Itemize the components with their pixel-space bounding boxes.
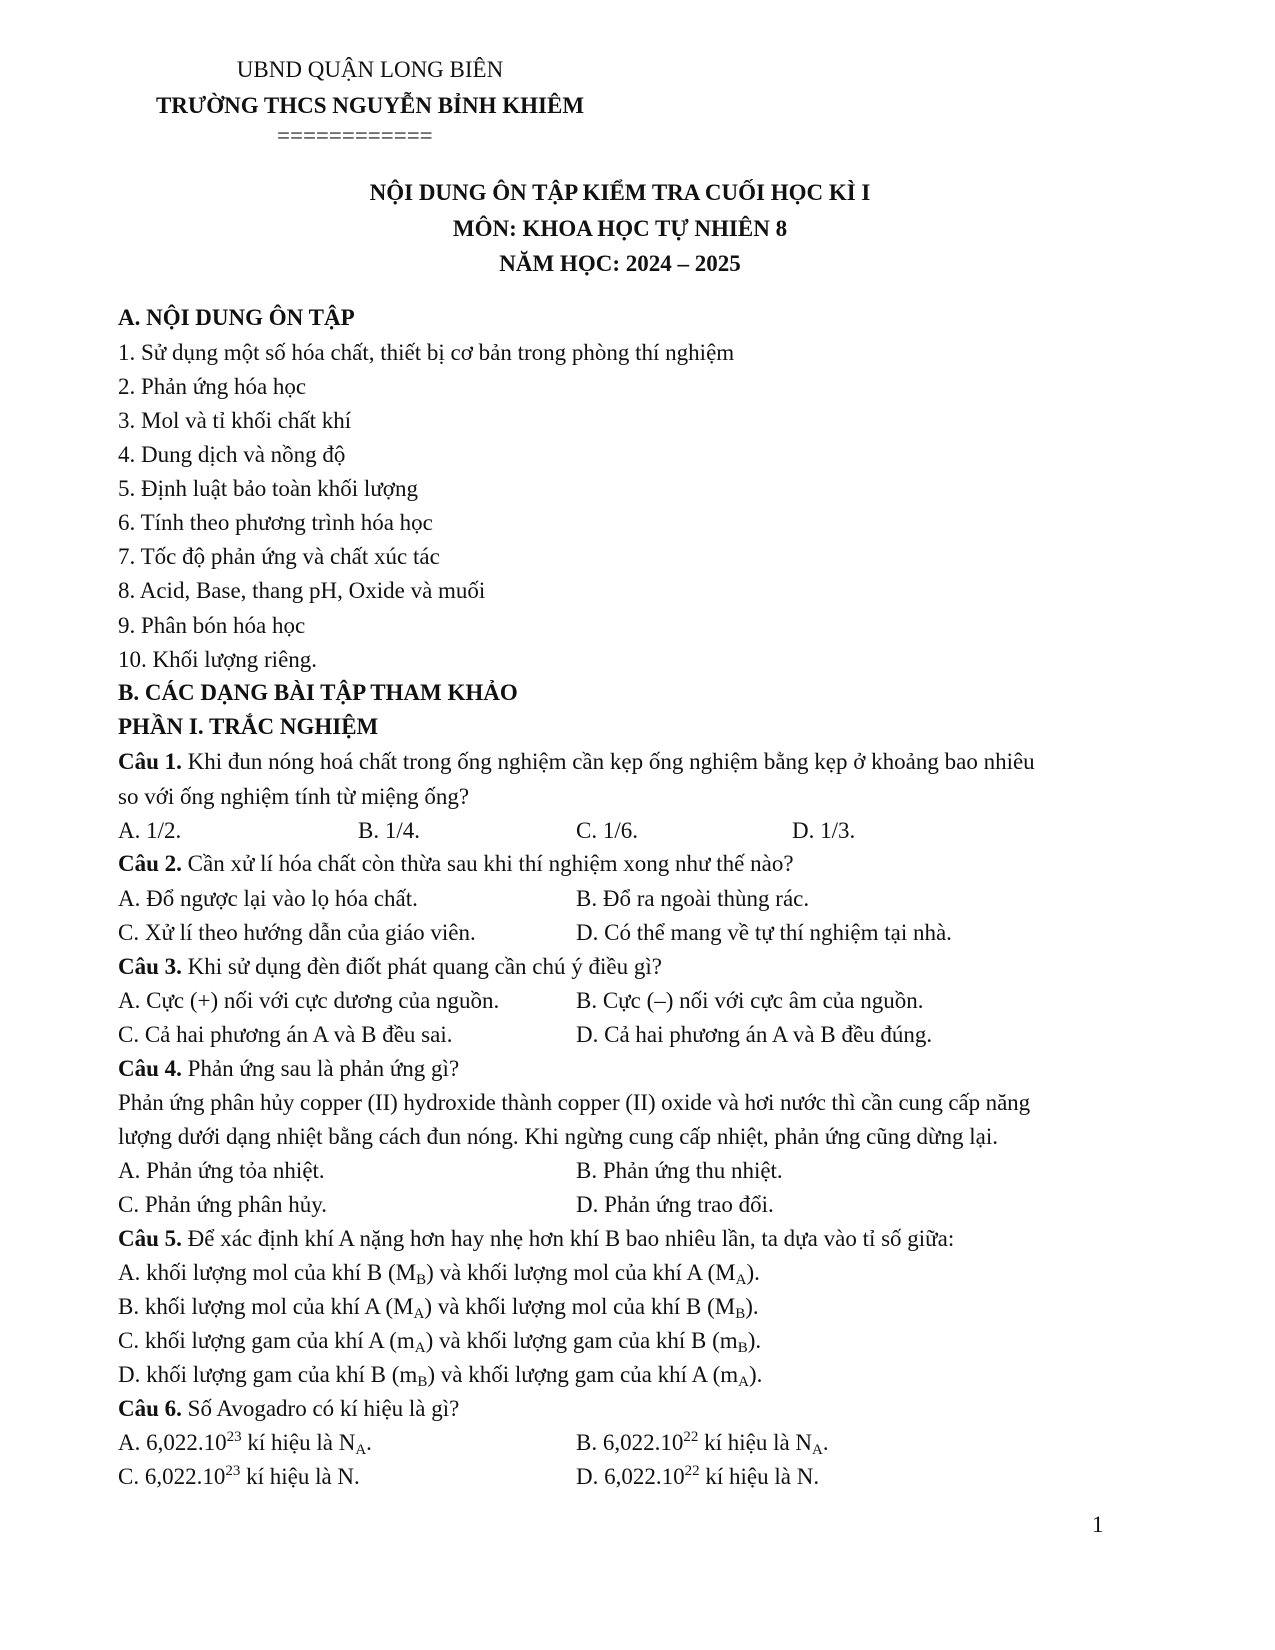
subscript: B bbox=[735, 1306, 746, 1322]
question-text: Khi đun nóng hoá chất trong ống nghiệm cần kẹp ống nghiệm bằng kẹp ở khoảng bao nhiêu bbox=[181, 749, 1035, 774]
option-a: A. 1/2. bbox=[118, 818, 182, 843]
list-item: 7. Tốc độ phản ứng và chất xúc tác bbox=[118, 544, 440, 569]
option-c: C. Phản ứng phân hủy. bbox=[118, 1192, 328, 1217]
list-item: 6. Tính theo phương trình hóa học bbox=[118, 510, 433, 535]
option-text: ). bbox=[745, 1294, 759, 1319]
question-text: Khi sử dụng đèn điốt phát quang cần chú ý điều gì? bbox=[181, 954, 662, 979]
option-d: D. Cả hai phương án A và B đều đúng. bbox=[576, 1022, 933, 1047]
superscript: 22 bbox=[683, 1429, 699, 1445]
option-prefix: A. bbox=[118, 1430, 147, 1455]
list-item: 9. Phân bón hóa học bbox=[118, 613, 306, 638]
option-d: D. Phản ứng trao đổi. bbox=[576, 1192, 774, 1217]
option-text: A. khối lượng mol của khí B (M bbox=[118, 1260, 417, 1285]
doc-title: NỘI DUNG ÔN TẬP KIỂM TRA CUỐI HỌC KÌ I bbox=[369, 180, 871, 205]
question-label: Câu 6. bbox=[118, 1396, 182, 1421]
option-b: B. Phản ứng thu nhiệt. bbox=[576, 1158, 783, 1183]
question-1-cont: so với ống nghiệm tính từ miệng ống? bbox=[118, 784, 470, 809]
question-5 bbox=[118, 1227, 954, 1250]
option-text: D. khối lượng gam của khí B (m bbox=[118, 1362, 418, 1387]
option-a bbox=[118, 1260, 760, 1288]
option-text: kí hiệu là N bbox=[698, 1430, 813, 1455]
option-text: C. khối lượng gam của khí A (m bbox=[118, 1328, 415, 1353]
page-number: 1 bbox=[1092, 1512, 1104, 1537]
list-item: 4. Dung dịch và nồng độ bbox=[118, 442, 346, 467]
list-item: 5. Định luật bảo toàn khối lượng bbox=[118, 476, 418, 501]
question-text: Để xác định khí A nặng hơn hay nhẹ hơn khí B bao nhiêu lần, ta dựa vào tỉ số giữa: bbox=[181, 1226, 955, 1251]
option-text: 6,022.10 bbox=[602, 1430, 684, 1455]
question-1 bbox=[118, 750, 1035, 773]
subscript: A bbox=[735, 1272, 747, 1288]
question-label: Câu 4. bbox=[118, 1056, 182, 1081]
question-3 bbox=[118, 955, 662, 978]
option-prefix: B. bbox=[576, 1430, 603, 1455]
option-text: ) và khối lượng gam của khí A (m bbox=[427, 1362, 739, 1387]
question-4-paragraph-cont: lượng dưới dạng nhiệt bằng cách đun nóng. Khi ngừng cung cấp nhiệt, phản ứng cũng dừng lại. bbox=[118, 1124, 998, 1149]
subscript: A bbox=[812, 1442, 823, 1458]
section-b-heading: B. CÁC DẠNG BÀI TẬP THAM KHẢO bbox=[118, 680, 518, 705]
superscript: 23 bbox=[225, 1463, 241, 1479]
subscript: A bbox=[413, 1306, 425, 1322]
option-c bbox=[118, 1328, 762, 1356]
option-text: ). bbox=[747, 1328, 762, 1353]
question-label: Câu 2. bbox=[118, 851, 182, 876]
district-name: UBND QUẬN LONG BIÊN bbox=[236, 57, 504, 82]
subscript: B bbox=[417, 1374, 428, 1390]
option-text: ). bbox=[749, 1362, 763, 1387]
subscript: B bbox=[737, 1340, 748, 1356]
option-b: B. Cực (–) nối với cực âm của nguồn. bbox=[576, 988, 924, 1013]
option-d: D. 1/3. bbox=[792, 818, 856, 843]
question-4 bbox=[118, 1057, 459, 1080]
question-label: Câu 1. bbox=[118, 749, 182, 774]
subscript: A bbox=[414, 1340, 426, 1356]
header-divider: ============ bbox=[277, 123, 433, 148]
option-text: . bbox=[822, 1430, 829, 1455]
subscript: B bbox=[416, 1272, 427, 1288]
option-text: B. khối lượng mol của khí A (M bbox=[118, 1294, 414, 1319]
list-item: 2. Phản ứng hóa học bbox=[118, 374, 307, 399]
question-4-paragraph: Phản ứng phân hủy copper (II) hydroxide thành copper (II) oxide và hơi nước thì cần cung cấp năng bbox=[118, 1090, 1030, 1115]
option-d: D. Có thể mang về tự thí nghiệm tại nhà. bbox=[576, 920, 952, 945]
option-a: A. Cực (+) nối với cực dương của nguồn. bbox=[118, 988, 500, 1013]
option-text: kí hiệu là N. bbox=[240, 1464, 360, 1489]
part-1-heading: PHẦN I. TRẮC NGHIỆM bbox=[118, 714, 379, 739]
option-c: C. Cả hai phương án A và B đều sai. bbox=[118, 1022, 453, 1047]
option-b: B. Đổ ra ngoài thùng rác. bbox=[576, 886, 810, 911]
option-a bbox=[118, 1429, 372, 1458]
list-item: 10. Khối lượng riêng. bbox=[118, 647, 318, 672]
option-text: ) và khối lượng mol của khí B (M bbox=[424, 1294, 736, 1319]
superscript: 22 bbox=[684, 1463, 700, 1479]
option-b bbox=[118, 1294, 759, 1322]
doc-school-year: NĂM HỌC: 2024 – 2025 bbox=[499, 251, 741, 276]
option-text: kí hiệu là N bbox=[241, 1430, 356, 1455]
school-name: TRƯỜNG THCS NGUYỄN BỈNH KHIÊM bbox=[155, 93, 585, 118]
subscript: A bbox=[738, 1374, 749, 1390]
list-item: 3. Mol và tỉ khối chất khí bbox=[118, 408, 352, 433]
option-d bbox=[118, 1362, 763, 1390]
question-text: Cần xử lí hóa chất còn thừa sau khi thí nghiệm xong như thế nào? bbox=[181, 851, 794, 876]
superscript: 23 bbox=[226, 1429, 242, 1445]
option-c: C. 1/6. bbox=[576, 818, 638, 843]
question-text: Phản ứng sau là phản ứng gì? bbox=[181, 1056, 460, 1081]
option-c: C. Xử lí theo hướng dẫn của giáo viên. bbox=[118, 920, 476, 945]
option-a: A. Đổ ngược lại vào lọ hóa chất. bbox=[118, 886, 418, 911]
doc-subject: MÔN: KHOA HỌC TỰ NHIÊN 8 bbox=[452, 216, 788, 241]
option-text: kí hiệu là N. bbox=[699, 1464, 820, 1489]
option-text: 6,022.10 bbox=[144, 1464, 226, 1489]
option-text: . bbox=[366, 1430, 372, 1455]
option-text: ) và khối lượng gam của khí B (m bbox=[425, 1328, 738, 1353]
option-c bbox=[118, 1465, 360, 1488]
list-item: 8. Acid, Base, thang pH, Oxide và muối bbox=[118, 578, 486, 603]
question-text: Số Avogadro có kí hiệu là gì? bbox=[181, 1396, 460, 1421]
option-text: ) và khối lượng mol của khí A (M bbox=[426, 1260, 736, 1285]
list-item: 1. Sử dụng một số hóa chất, thiết bị cơ bản trong phòng thí nghiệm bbox=[118, 340, 735, 365]
option-prefix: D. bbox=[576, 1464, 605, 1489]
option-text: 6,022.10 bbox=[604, 1464, 685, 1489]
option-b: B. 1/4. bbox=[358, 818, 420, 843]
option-d bbox=[576, 1465, 819, 1488]
question-6 bbox=[118, 1397, 459, 1420]
option-a: A. Phản ứng tỏa nhiệt. bbox=[118, 1158, 325, 1183]
subscript: A bbox=[355, 1442, 367, 1458]
question-2 bbox=[118, 852, 794, 875]
option-text: 6,022.10 bbox=[146, 1430, 227, 1455]
section-a-heading: A. NỘI DUNG ÔN TẬP bbox=[118, 305, 355, 330]
question-label: Câu 3. bbox=[118, 954, 182, 979]
option-prefix: C. bbox=[118, 1464, 145, 1489]
option-text: ). bbox=[746, 1260, 760, 1285]
option-b bbox=[576, 1429, 829, 1458]
question-label: Câu 5. bbox=[118, 1226, 182, 1251]
